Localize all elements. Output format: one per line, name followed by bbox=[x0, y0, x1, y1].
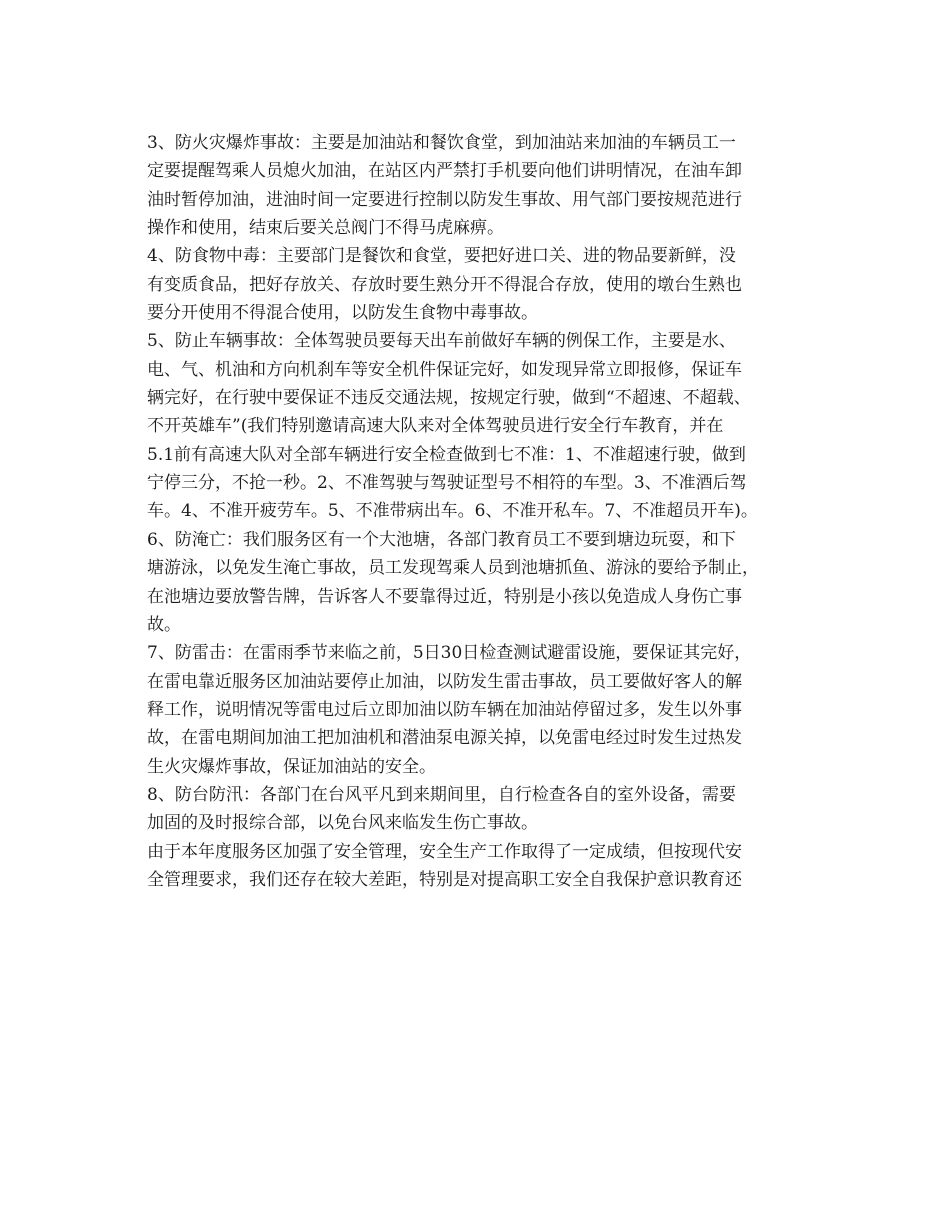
text-line: 8、防台防汛：各部门在台风平凡到来期间里，自行检查各自的室外设备，需要 bbox=[147, 784, 736, 805]
text-line: 由于本年度服务区加强了安全管理，安全生产工作取得了一定成绩，但按现代安 bbox=[147, 841, 742, 862]
text-line: 释工作，说明情况等雷电过后立即加油以防车辆在加油站停留过多，发生以外事 bbox=[147, 699, 742, 720]
text-line: 不开英雄车”(我们特别邀请高速大队来对全体驾驶员进行安全行车教育，并在 bbox=[147, 416, 724, 437]
text-line: 7、防雷击：在雷雨季节来临之前，5日30日检查测试避雷设施，要保证其完好， bbox=[147, 643, 752, 664]
text-line: 生火灾爆炸事故，保证加油站的安全。 bbox=[147, 756, 436, 777]
text-line: 4、防食物中毒：主要部门是餐饮和食堂，要把好进口关、进的物品要新鲜，没 bbox=[147, 246, 736, 267]
body-text bbox=[147, 129, 807, 894]
text-line: 6、防淹亡：我们服务区有一个大池塘，各部门教育员工不要到塘边玩耍，和下 bbox=[147, 529, 736, 550]
text-line: 辆完好，在行驶中要保证不违反交通法规，按规定行驶，做到“不超速、不超载、 bbox=[147, 388, 751, 409]
text-line: 车。4、不准开疲劳车。5、不准带病出车。6、不准开私车。7、不准超员开车)。 bbox=[147, 501, 758, 522]
text-line: 故。 bbox=[147, 614, 181, 635]
text-line: 故，在雷电期间加油工把加油机和潜油泵电源关掉，以免雷电经过时发生过热发 bbox=[147, 728, 742, 749]
text-line: 在雷电靠近服务区加油站要停止加油，以防发生雷击事故，员工要做好客人的解 bbox=[147, 671, 742, 692]
text-line: 塘游泳，以免发生淹亡事故，员工发现驾乘人员到池塘抓鱼、游泳的要给予制止， bbox=[147, 558, 759, 579]
text-line: 操作和使用，结束后要关总阀门不得马虎麻痹。 bbox=[147, 218, 504, 239]
text-line: 5、防止车辆事故：全体驾驶员要每天出车前做好车辆的例保工作，主要是水、 bbox=[147, 331, 736, 352]
text-line: 全管理要求，我们还存在较大差距，特别是对提高职工安全自我保护意识教育还 bbox=[147, 869, 742, 890]
text-line: 宁停三分，不抢一秒。2、不准驾驶与驾驶证型号不相符的车型。3、不准酒后驾 bbox=[147, 473, 747, 494]
text-line: 电、气、机油和方向机刹车等安全机件保证完好，如发现异常立即报修，保证车 bbox=[147, 359, 742, 380]
text-line: 加固的及时报综合部，以免台风来临发生伤亡事故。 bbox=[147, 813, 538, 834]
text-line: 3、防火灾爆炸事故：主要是加油站和餐饮食堂，到加油站来加油的车辆员工一 bbox=[147, 133, 736, 153]
text-line: 在池塘边要放警告牌，告诉客人不要靠得过近，特别是小孩以免造成人身伤亡事 bbox=[147, 586, 742, 607]
text-line: 5.1前有高速大队对全部车辆进行安全检查做到七不准：1、不准超速行驶，做到 bbox=[147, 444, 746, 465]
text-line: 有变质食品，把好存放关、存放时要生熟分开不得混合存放，使用的墩台生熟也 bbox=[147, 274, 742, 295]
text-line: 定要提醒驾乘人员熄火加油，在站区内严禁打手机要向他们讲明情况，在油车卸 bbox=[147, 161, 742, 182]
text-line: 油时暂停加油，进油时间一定要进行控制以防发生事故、用气部门要按规范进行 bbox=[147, 189, 742, 210]
text-line: 要分开使用不得混合使用，以防发生食物中毒事故。 bbox=[147, 303, 538, 324]
